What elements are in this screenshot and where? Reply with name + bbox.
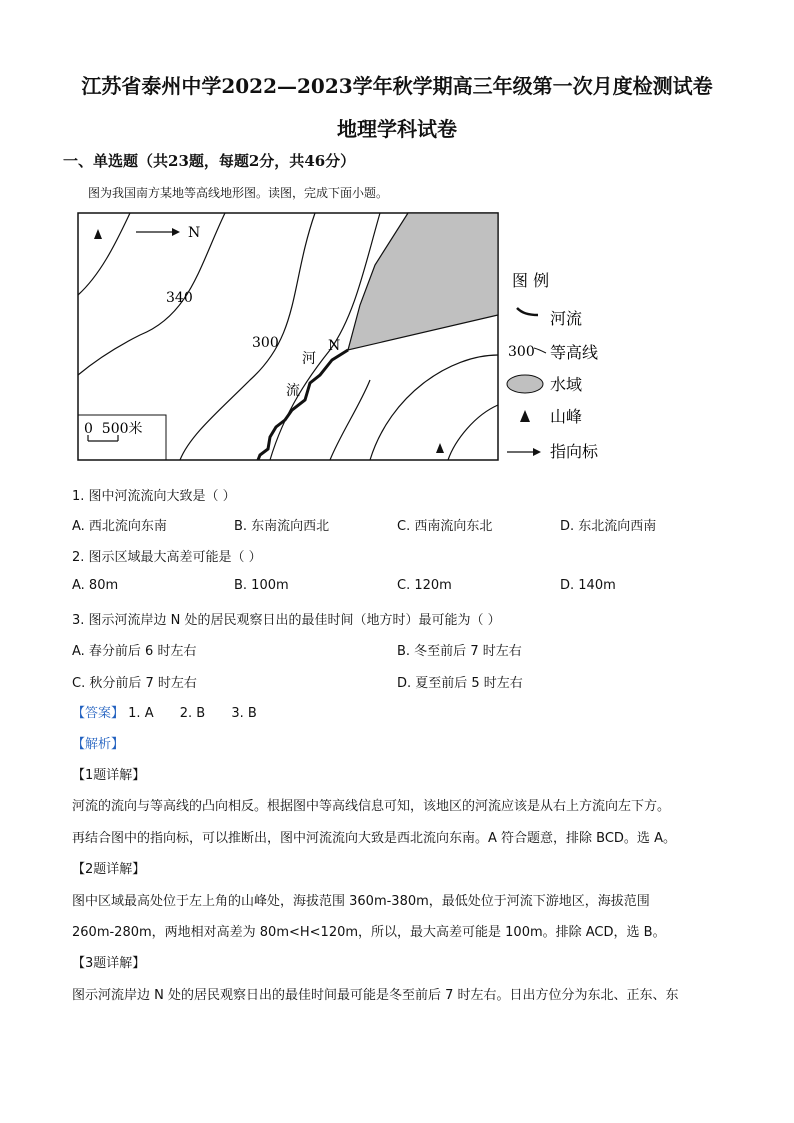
q1-option-a: A. 西北流向东南 xyxy=(72,519,167,534)
q2-detail-line-1: 图中区域最高处位于左上角的山峰处，海拔范围 360m-380m，最低处位于河流下游地区，海拔范围 xyxy=(72,894,650,909)
q1-detail-title: 【1题详解】 xyxy=(72,768,146,783)
north-label: N xyxy=(188,225,201,241)
q2-detail-title: 【2题详解】 xyxy=(72,862,146,877)
peak-triangle-icon xyxy=(436,443,444,453)
answer-1: 1. A xyxy=(128,706,154,721)
legend-peak: 山峰 xyxy=(550,407,583,426)
contour-map-figure xyxy=(70,205,640,470)
contour-label-340: 340 xyxy=(166,290,193,306)
question-intro: 图为我国南方某地等高线地形图。读图，完成下面小题。 xyxy=(88,186,389,200)
scale-label: 0 500米 xyxy=(84,421,143,437)
water-area xyxy=(348,213,498,350)
q3-option-c: C. 秋分前后 7 时左右 xyxy=(72,676,197,691)
q2-option-b: B. 100m xyxy=(234,578,289,593)
legend-river: 河流 xyxy=(550,309,583,328)
legend-contour: 等高线 xyxy=(550,343,599,362)
answer-line xyxy=(72,702,257,721)
q1-option-b: B. 东南流向西北 xyxy=(234,519,330,534)
legend-contour-sample: 300 xyxy=(508,344,535,360)
legend-arrow: 指向标 xyxy=(550,442,599,461)
river-char-2: 流 xyxy=(286,383,300,399)
question-1-stem: 1. 图中河流流向大致是（ ） xyxy=(72,489,236,504)
q2-detail-line-2: 260m-280m，两地相对高差为 80m<H<120m，所以，最大高差可能是 100m。排除 ACD，选 B。 xyxy=(72,925,666,940)
legend-title: 图 例 xyxy=(512,271,550,290)
answer-tag: 【答案】 xyxy=(72,706,125,721)
q3-detail-line-1: 图示河流岸边 N 处的居民观察日出的最佳时间最可能是冬至前后 7 时左右。日出方位分为东北、正东、东 xyxy=(72,988,679,1003)
q2-option-d: D. 140m xyxy=(560,578,616,593)
q3-detail-title: 【3题详解】 xyxy=(72,956,146,971)
water-area-icon xyxy=(507,375,543,393)
section-title: 一、单选题（共23题，每题2分，共46分） xyxy=(63,152,356,170)
question-3-stem: 3. 图示河流岸边 N 处的居民观察日出的最佳时间（地方时）最可能为（ ） xyxy=(72,613,501,628)
q1-detail-line-2: 再结合图中的指向标，可以推断出，图中河流流向大致是西北流向东南。A 符合题意，排除 BCD。选 A。 xyxy=(72,831,676,846)
q1-detail-line-1: 河流的流向与等高线的凸向相反。根据图中等高线信息可知，该地区的河流应该是从右上方流向左下方。 xyxy=(72,799,671,814)
analysis-tag: 【解析】 xyxy=(72,737,125,752)
answer-3: 3. B xyxy=(231,706,257,721)
q3-option-a: A. 春分前后 6 时左右 xyxy=(72,644,197,659)
document-subtitle: 地理学科试卷 xyxy=(337,117,457,141)
legend-water: 水域 xyxy=(550,375,583,394)
point-n-label: N xyxy=(328,338,341,354)
answer-2: 2. B xyxy=(179,706,206,721)
peak-triangle-icon xyxy=(94,229,102,239)
river-line-icon xyxy=(517,308,538,315)
contour-label-300: 300 xyxy=(252,335,279,351)
q2-option-c: C. 120m xyxy=(397,578,452,593)
q3-option-b: B. 冬至前后 7 时左右 xyxy=(397,644,522,659)
peak-triangle-icon xyxy=(520,410,530,422)
q1-option-c: C. 西南流向东北 xyxy=(397,519,493,534)
q2-option-a: A. 80m xyxy=(72,578,119,593)
document-title: 江苏省泰州中学2022—2023学年秋学期高三年级第一次月度检测试卷 xyxy=(81,74,713,98)
north-arrow-head xyxy=(172,228,180,236)
question-2-stem: 2. 图示区域最大高差可能是（ ） xyxy=(72,550,262,565)
contour-line-icon xyxy=(534,348,546,353)
q3-option-d: D. 夏至前后 5 时左右 xyxy=(397,676,523,691)
river-char-1: 河 xyxy=(302,351,316,367)
q1-option-d: D. 东北流向西南 xyxy=(560,519,657,534)
